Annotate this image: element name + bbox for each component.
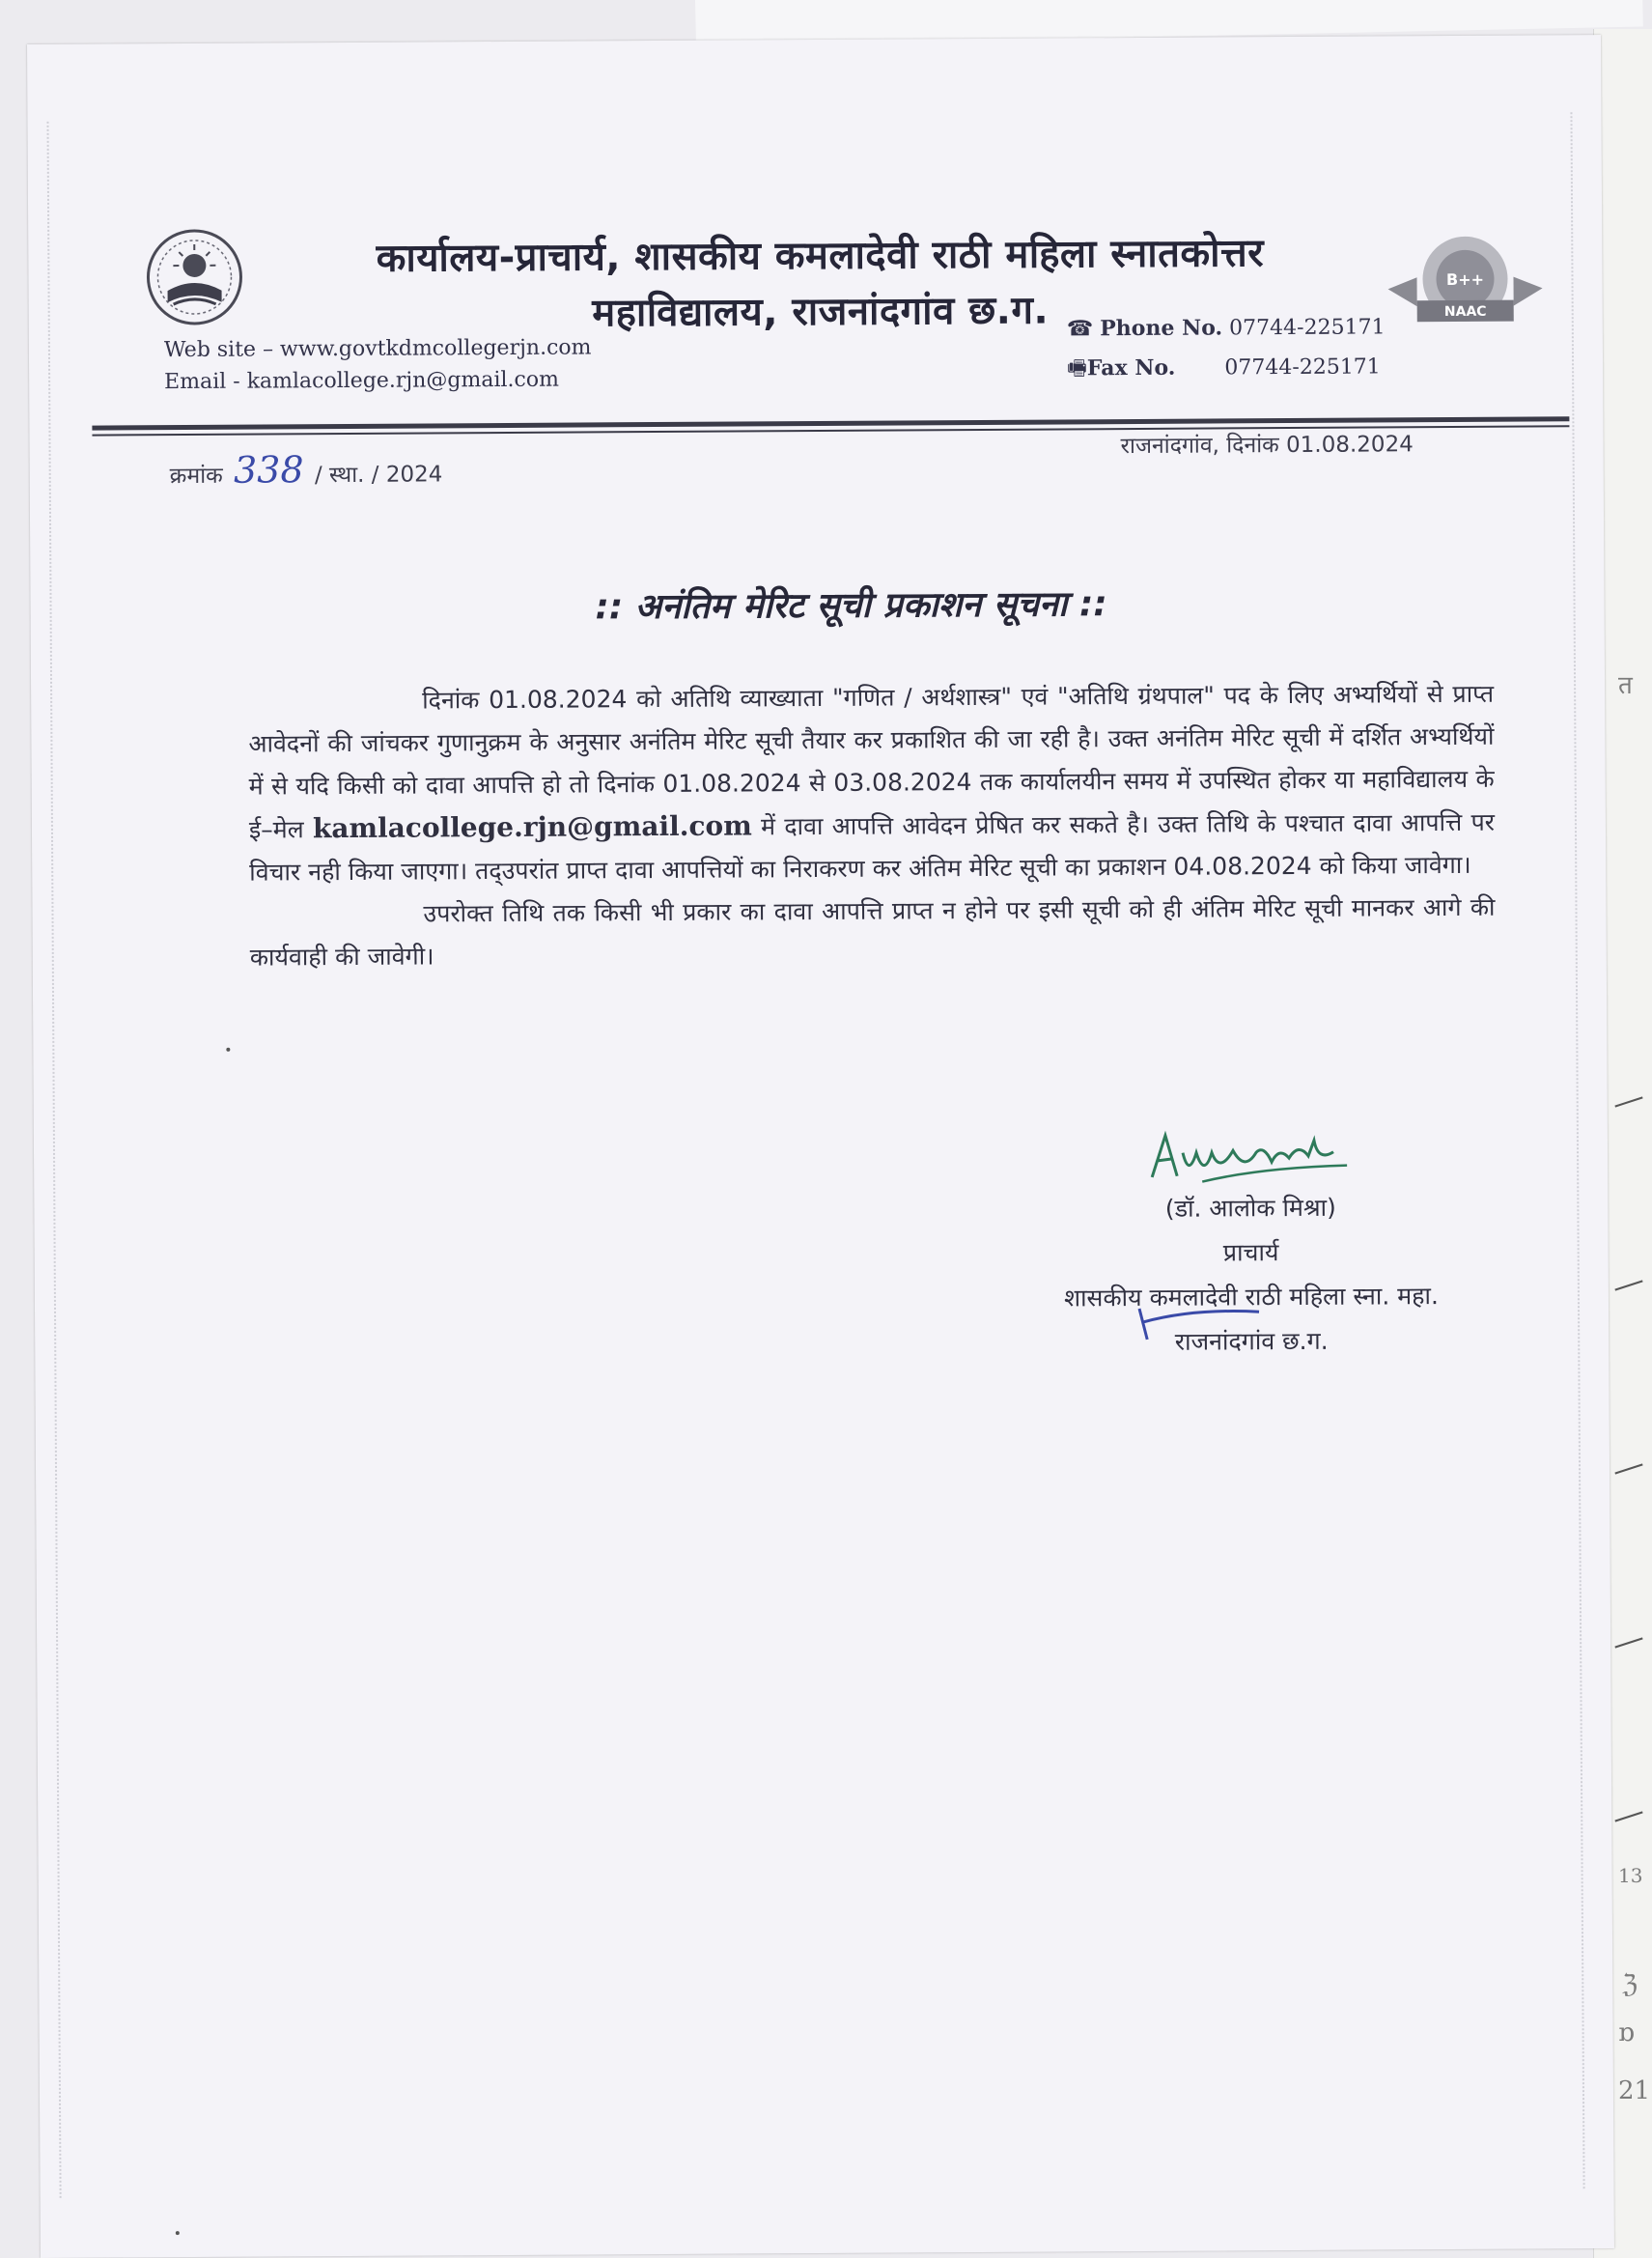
paragraph-1-text-b: में दावा आपत्ति आवेदन प्रेषित कर सकते है। उक्त तिथि के पश्चात दावा आपत्ति पर विचार नही किया जाएगा। तद्उपरांत प्राप्त दावा आपत्तियों का निराकरण कर अंतिम मेरिट सूची का प्रकाशन 04.08.2024 को किया जावेगा। bbox=[249, 807, 1496, 887]
page-edge-marks bbox=[1570, 112, 1592, 2188]
ink-dot bbox=[176, 2231, 180, 2235]
notice-paragraph-1 bbox=[248, 673, 1495, 894]
fax-icon: 🖷 bbox=[1066, 356, 1087, 381]
phone-label: Phone No. bbox=[1100, 315, 1223, 342]
paragraph-1-text-a: दिनांक 01.08.2024 को अतिथि व्याख्याता "गणित / अर्थशास्त्र" एवं "अतिथि ग्रंथपाल" पद के लिए अभ्यर्थियों से प्राप्त आवेदनों की जांचकर गुणानुक्रम के अनुसार अनंतिम मेरिट सूची तैयार कर प्रकाशित की जा रही है। उक्त अनंतिम मेरिट सूची में दर्शित अभ्यर्थियों में से यदि किसी को दावा आपत्ति हो तो दिनांक 01.08.2024 से 03.08.2024 तक कार्यालयीन समय में उपस्थित होकर या महाविद्यालय के ई–मेल bbox=[248, 679, 1495, 844]
margin-fragment: त bbox=[1618, 671, 1633, 700]
naac-badge-icon bbox=[1387, 228, 1543, 335]
notice-body bbox=[248, 673, 1496, 979]
phone-icon: ☎ bbox=[1066, 317, 1094, 342]
naac-label: NAAC bbox=[1443, 303, 1487, 321]
signatory-designation: प्राचार्य bbox=[1222, 1238, 1279, 1267]
reference-prefix: क्रमांक bbox=[169, 463, 223, 490]
notice-paragraph-2: उपरोक्त तिथि तक किसी भी प्रकार का दावा आपत्ति प्राप्त न होने पर इसी सूची को ही अंतिम मेरिट सूची मानकर आगे की कार्यवाही की जावेगी। bbox=[249, 892, 1496, 972]
website-line: Web site – www.govtkdmcollegerjn.com bbox=[163, 335, 592, 363]
signature-icon bbox=[1144, 1123, 1366, 1192]
ink-dot bbox=[226, 1048, 230, 1052]
notice-title: :: अनंतिम मेरिट सूची प्रकाशन सूचना :: bbox=[595, 584, 1107, 628]
place-date: राजनांदगांव, दिनांक 01.08.2024 bbox=[1120, 432, 1414, 460]
signatory-name: (डॉ. आलोक मिश्रा) bbox=[1164, 1193, 1336, 1223]
contact-email: kamlacollege.rjn@gmail.com bbox=[312, 809, 752, 845]
college-emblem-icon bbox=[144, 227, 245, 328]
college-heading-line2: महाविद्यालय, राजनांदगांव छ.ग. bbox=[592, 288, 1050, 336]
fax-number: 07744-225171 bbox=[1224, 354, 1381, 381]
pen-strike-icon bbox=[1135, 1302, 1261, 1341]
naac-grade: B++ bbox=[1445, 269, 1485, 290]
reference-handwritten-number: 338 bbox=[233, 448, 304, 492]
reference-number bbox=[170, 447, 443, 492]
signatory-place: राजनांदगांव छ.ग. bbox=[1174, 1326, 1329, 1356]
phone-line bbox=[1067, 314, 1386, 341]
margin-fragment: ℨ bbox=[1622, 1970, 1638, 1999]
margin-fragment: 13 bbox=[1618, 1864, 1643, 1887]
reference-suffix: / स्था. / 2024 bbox=[314, 462, 443, 489]
margin-fragment: 21 bbox=[1618, 2076, 1651, 2105]
phone-number: 07744-225171 bbox=[1229, 315, 1386, 341]
page-edge-marks bbox=[46, 122, 69, 2198]
letter-page bbox=[27, 35, 1614, 2258]
signatory-institution: शासकीय कमलादेवी राठी महिला स्ना. महा. bbox=[1063, 1282, 1439, 1312]
fax-label: Fax No. bbox=[1086, 354, 1176, 381]
fax-line bbox=[1067, 350, 1381, 388]
email-line: Email - kamlacollege.rjn@gmail.com bbox=[164, 367, 560, 395]
college-heading-line1: कार्यालय-प्राचार्य, शासकीय कमलादेवी राठी महिला स्नातकोत्तर bbox=[376, 231, 1265, 281]
margin-fragment: ɒ bbox=[1618, 2018, 1635, 2047]
